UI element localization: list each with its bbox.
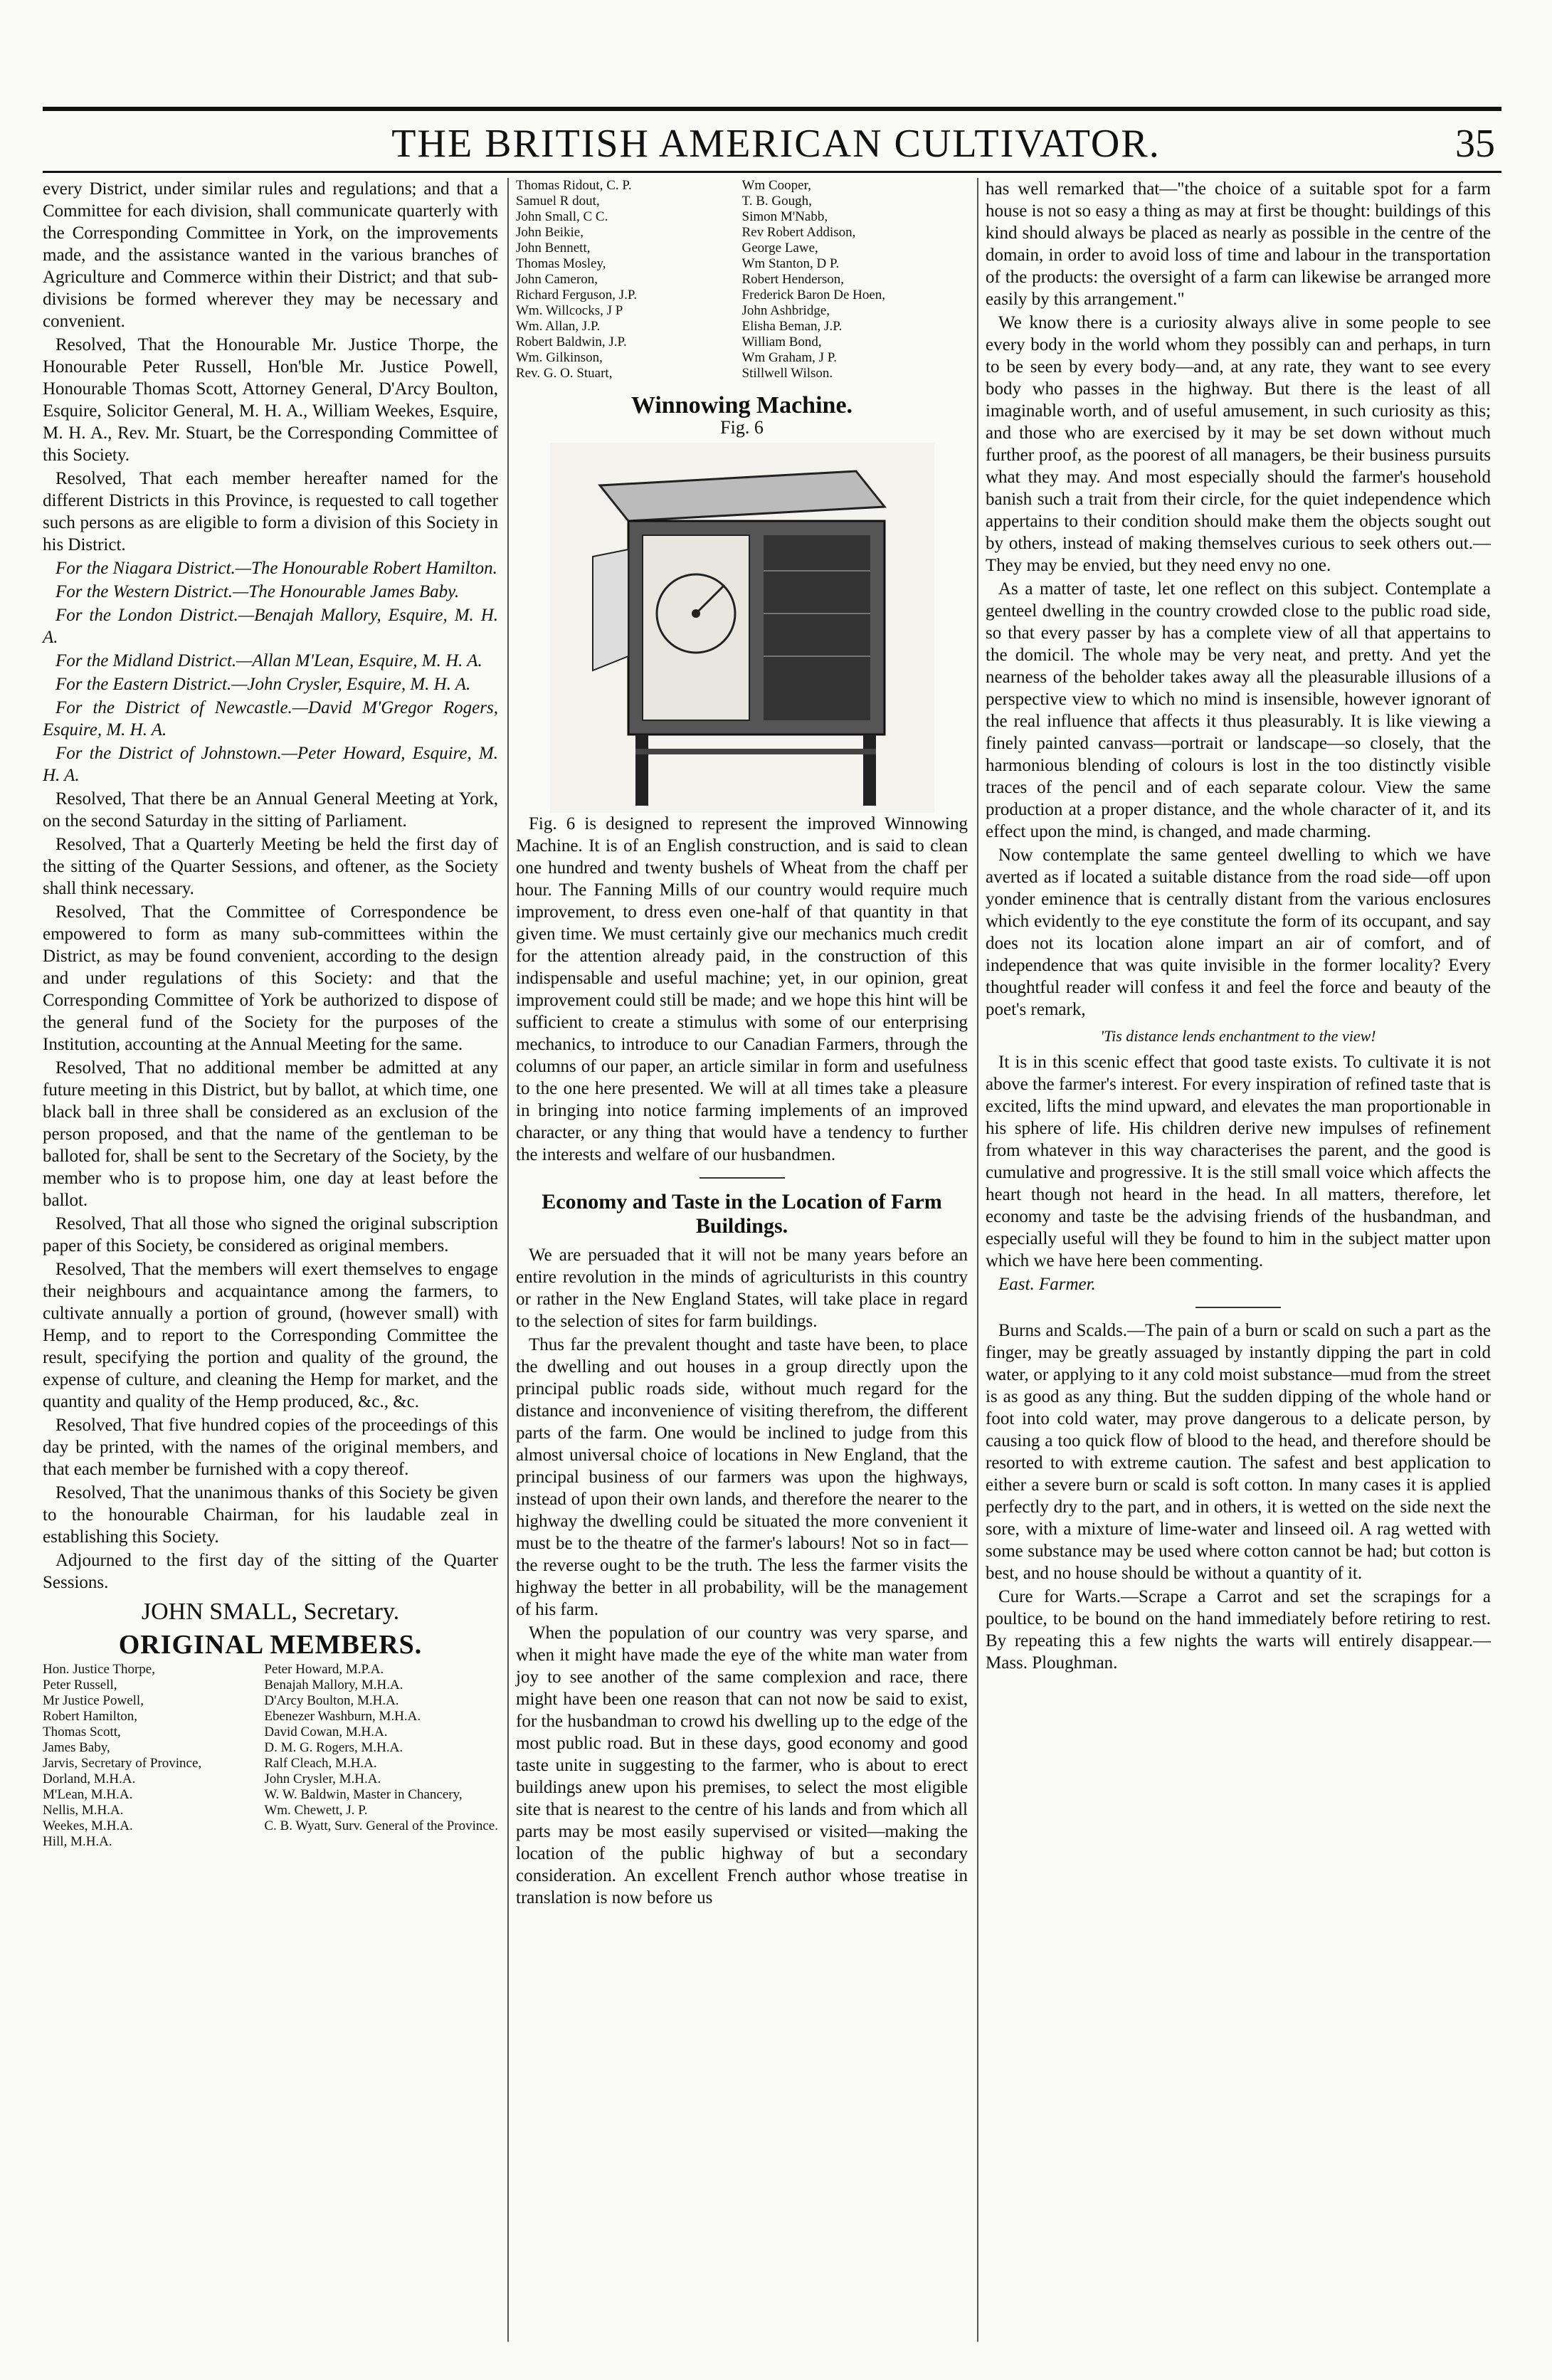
member-name: John Beikie, — [516, 225, 584, 240]
district-entry: For the Midland District.—Allan M'Lean, Esquire, M. H. A. — [56, 651, 482, 670]
paragraph: Resolved, That all those who signed the original subscription paper of this Society, be considered as original members. — [43, 1214, 498, 1255]
member-name: John Ashbridge, — [741, 303, 830, 318]
member-name: Thomas Ridout, C. P. — [516, 178, 632, 193]
paragraph: every District, under similar rules and regulations; and that a Committee for each division, shall communicate quarterly with the Corresponding Committee in York, on the improvements made, and the assistance wanted in the various branches of Agriculture and Commerce within their District; and that sub-divisions be formed wherever they may be necessary and convenient. — [43, 179, 498, 331]
member-name: Peter Howard, M.P.A. — [264, 1662, 384, 1677]
source-attribution: East. Farmer. — [998, 1275, 1096, 1294]
member-name: Robert Henderson, — [741, 272, 845, 287]
member-name: Simon M'Nabb, — [741, 209, 828, 224]
paragraph: has well remarked that—"the choice of a suitable spot for a farm house is not so easy a thing as may at first be thought: buildings of this kind should always be placed as nearly as possible in the centre of the domain, in order to avoid loss of time and labour in the transportation of the products: the oversight of a farm can likewise be arranged more easily by this arrangement." — [986, 179, 1491, 309]
member-name: John Cameron, — [516, 272, 598, 287]
member-name: Wm. Allan, J.P. — [516, 319, 601, 334]
member-name: Frederick Baron De Hoen, — [741, 288, 886, 302]
page-number: 35 — [1455, 122, 1495, 166]
member-name: Robert Baldwin, J.P. — [516, 335, 627, 349]
paragraph: We are persuaded that it will not be many years before an entire revolution in the minds of agriculturists in this country or rather in the New England States, will take place in regard to the selection of sites for farm buildings. — [516, 1246, 968, 1331]
header-top-rule — [43, 107, 1501, 111]
member-name: Rev Robert Addison, — [741, 225, 856, 240]
members-list — [43, 1662, 498, 1850]
member-name: Hill, M.H.A. — [43, 1834, 112, 1849]
member-name: Mr Justice Powell, — [43, 1693, 144, 1708]
member-name: Benajah Mallory, M.H.A. — [264, 1678, 403, 1692]
district-entry: For the District of Newcastle.—David M'Gregor Rogers, Esquire, M. H. A. — [43, 698, 498, 739]
member-name: D. M. G. Rogers, M.H.A. — [264, 1740, 403, 1755]
member-name: Samuel R dout, — [516, 194, 600, 209]
member-name: John Small, C C. — [516, 209, 608, 224]
members-right-column — [264, 1662, 498, 1850]
member-name: Nellis, M.H.A. — [43, 1803, 124, 1818]
paragraph: Cure for Warts.—Scrape a Carrot and set the scrapings for a poultice, to be bound on the hand immediately before retiring to rest. By repeating this a few nights the warts will entirely disappear.—Mass. Ploughman. — [986, 1587, 1491, 1673]
member-name: David Cowan, M.H.A. — [264, 1725, 388, 1739]
page-title: THE BRITISH AMERICAN CULTIVATOR. — [391, 122, 1161, 166]
paragraph: As a matter of taste, let one reflect on this subject. Contemplate a genteel dwelling in the country crowded close to the public road side, so that every passer by has a complete view of all that appertains to the domicil. The whole may be very neat, and pretty. And yet the nearness of the beholder takes away all the pleasurable illusions of a perspective view to which no mind is insensible, however ignorant of the real influence that affects it thus pleasurably. It is like viewing a finely painted canvass—portrait or landscape—so closely, that the harmonious blending of colours is lost in the too distinctly visible traces of the pencil and of each separate colour. View the same production at a proper distance, and the whole character of it, and its effect upon the mind, is changed, and made charming. — [986, 579, 1491, 841]
member-name: Weekes, M.H.A. — [43, 1818, 133, 1833]
paragraph: We know there is a curiosity always alive in some people to see every body in the world whom they possibly can and perhaps, in turn to be seen by every body—and, at any rate, they want to see every body who passes in the highway. But there is the least of all imaginable worth, and of useful amusement, in such curiosity as this; and those who are exercised by it may be set down without much further proof, as the poorest of all managers, be their business pursuits what they may. And most especially should the farmer's household banish such a trait from their circle, for the quiet independence which appertains to their condition should make them the objects sought out by others, instead of making themselves curious to seek others out.—They may be envied, but they need envy no one. — [986, 313, 1491, 575]
members-list-continued — [516, 178, 968, 381]
member-name: Wm. Gilkinson, — [516, 350, 603, 365]
member-name: Dorland, M.H.A. — [43, 1771, 136, 1786]
figure-title: Winnowing Machine. — [630, 392, 853, 418]
member-name: Thomas Scott, — [43, 1725, 121, 1739]
member-name: Jarvis, Secretary of Province, — [43, 1756, 202, 1771]
header-bottom-rule — [43, 171, 1501, 173]
column-3 — [986, 178, 1491, 1675]
paragraph: Resolved, That a Quarterly Meeting be held the first day of the sitting of the Quarter Sessions, and oftener, as the Society shall think necessary. — [43, 835, 498, 898]
paragraph: Resolved, That the unanimous thanks of this Society be given to the honourable Chairman, for his laudable zeal in establishing this Society. — [43, 1483, 498, 1547]
names-left-column — [516, 178, 742, 381]
paragraph: Resolved, That the members will exert themselves to engage their neighbours and acquaintance among the farmers, to cultivate annually a portion of ground, (however small) with Hemp, and to report to the Corresponding Committee the result, specifying the portion and quality of the ground, the expense of culture, and cleaning the Hemp for market, and the quantity and quality of the Hemp produced, &c., &c. — [43, 1260, 498, 1411]
member-name: Stillwell Wilson. — [741, 366, 833, 381]
member-name: Peter Russell, — [43, 1678, 117, 1692]
column-1 — [43, 178, 498, 1850]
member-name: Elisha Beman, J.P. — [741, 319, 843, 334]
member-name: John Bennett, — [516, 241, 591, 256]
paragraph: Fig. 6 is designed to represent the improved Winnowing Machine. It is of an English construction, and is said to clean one hundred and twenty bushels of Wheat from the chaff per hour. The Fanning Mills of our country would require much improvement, to dress even one-half of that quantity in that given time. We must certainly give our mechanics much credit for the attention already paid, in the construction of this indispensable and useful machine; yet, in our opinion, great improvement could still be made; and we hope this hint will be sufficient to create a stimulus with some of our enterprising mechanics, to introduce to our Canadian Farmers, through the columns of our paper, an article similar in form and usefulness to the one here presented. We will at all times take a pleasure in bringing into notice farming implements of an improved character, or any thing that would have a tendency to further the interests and welfare of our husbandmen. — [516, 814, 968, 1164]
paragraph: Burns and Scalds.—The pain of a burn or scald on such a part as the finger, may be greatly assuaged by instantly dipping the part in cold water, or applying to it any cold moist substance—mud from the street is as good as any thing. But the sudden dipping of the whole hand or foot into cold water, may prove dangerous to a delicate person, by causing a too quick flow of blood to the head, and therefore should be resorted to with extreme caution. The safest and best application to either a severe burn or scald is soft cotton. In many cases it is applied perfectly dry to the part, and in others, it is wetted on the side next the sore, with a mixture of lime-water and linseed oil. A rag wetted with some substance may be used where cotton cannot be had; but cotton is best, and no house should be without a quantity of it. — [986, 1321, 1491, 1583]
member-name: Ebenezer Washburn, M.H.A. — [264, 1709, 421, 1724]
district-entry: For the District of Johnstown.—Peter Howard, Esquire, M. H. A. — [43, 744, 498, 785]
member-name: James Baby, — [43, 1740, 110, 1755]
member-name: Wm Graham, J P. — [741, 350, 838, 365]
member-name: Thomas Mosley, — [516, 256, 606, 271]
paragraph: When the population of our country was very sparse, and when it might have made the eye of the white man water from joy to see another of the same complexion and race, there might have been one reason that can not now be said to exist, for the husbandman to crowd his dwelling up to the edge of the most public road. But in these days, good economy and good taste unite in suggesting to the farmer, who is about to erect buildings anew upon his premises, to select the most eligible site that is nearest to the centre of his lands and from which all parts may be most easily supervised or visited—making the location of the public highway of but a secondary consideration. An excellent French author whose treatise in translation is now before us — [516, 1623, 968, 1907]
member-name: T. B. Gough, — [741, 194, 812, 209]
paragraph: Resolved, That five hundred copies of the proceedings of this day be printed, with the names of the original members, and that each member be furnished with a copy thereof. — [43, 1416, 498, 1479]
paragraph: Resolved, That each member hereafter named for the different Districts in this Province, is requested to call together such persons as are eligible to form a division of this Society in his District. — [43, 469, 498, 554]
member-name: John Crysler, M.H.A. — [264, 1771, 381, 1786]
member-name: Rev. G. O. Stuart, — [516, 366, 613, 381]
member-name: Wm Cooper, — [741, 178, 811, 193]
district-entry: For the London District.—Benajah Mallory, Esquire, M. H. A. — [43, 606, 498, 647]
member-name: Wm. Willcocks, J P — [516, 303, 623, 318]
district-entry: For the Niagara District.—The Honourable Robert Hamilton. — [56, 559, 497, 578]
names-right-column — [742, 178, 968, 381]
member-name: Ralf Cleach, M.H.A. — [264, 1756, 377, 1771]
winnowing-machine-illustration — [550, 443, 934, 813]
poem-quote: 'Tis distance lends enchantment to the view! — [1100, 1027, 1376, 1045]
divider — [700, 1177, 785, 1179]
district-entry: For the Western District.—The Honourable James Baby. — [56, 582, 460, 601]
member-name: M'Lean, M.H.A. — [43, 1787, 133, 1802]
column-divider — [507, 178, 509, 2342]
paragraph: It is in this scenic effect that good taste exists. To cultivate it is not above the farmer's interest. For every inspiration of refined taste that is excited, lifts the mind upward, and elevates the man proportionable in his sphere of life. His children derive new impulses of refinement from whatever in this way characterises the parent, and the good is cumulative and progressive. It is the still small voice which affects the heart though not heard in the head. In all matters, therefore, let economy and taste be the advising friends of the husbandman, and especially useful will they be found to him in the subject matter upon which we have here been commenting. — [986, 1053, 1491, 1270]
member-name: C. B. Wyatt, Surv. General of the Province. — [264, 1818, 498, 1833]
member-name: William Bond, — [741, 335, 822, 349]
secretary-signature: JOHN SMALL, Secretary. — [141, 1599, 400, 1625]
member-name: D'Arcy Boulton, M.H.A. — [264, 1693, 399, 1708]
member-name: Richard Ferguson, J.P. — [516, 288, 638, 302]
member-name: Wm Stanton, D P. — [741, 256, 840, 271]
figure-caption: Fig. 6 — [720, 417, 764, 438]
column-divider — [977, 178, 978, 2342]
paragraph: Thus far the prevalent thought and taste have been, to place the dwelling and out houses in a group directly upon the principal public roads side, without much regard for the distance and inconvenience of visiting therefrom, the different parts of the farm. One would be inclined to judge from this almost universal choice of locations in New England, that the principal business of our farmers was upon the highways, instead of upon their own lands, and therefore the nearer to the highway the dwelling could be situated the more convenient it must be to the theatre of the farmer's labours! Not so in fact—the reverse ought to be the truth. The less the farmer visits the highway the better in all probability, will be the management of his farm. — [516, 1335, 968, 1619]
column-2 — [516, 178, 968, 1910]
member-name: Hon. Justice Thorpe, — [43, 1662, 155, 1677]
paragraph: Resolved, That no additional member be admitted at any future meeting in this District, but by ballot, at which time, one black ball in three shall be considered as an exclusion of the person proposed, and that the name of the gentleman to be balloted for, shall be sent to the Secretary of the Society, by the member who is to propose him, one day at least before the ballot. — [43, 1058, 498, 1210]
paragraph: Resolved, That the Committee of Correspondence be empowered to form as many sub-committees within the District, as may be found convenient, according to the design and under regulations of this Society: and that the Corresponding Committee of York be authorized to dispose of the general fund of the Society for the purposes of the Institution, accounting at the Annual Meeting for the same. — [43, 902, 498, 1054]
paragraph: Adjourned to the first day of the sitting of the Quarter Sessions. — [43, 1551, 498, 1592]
district-entry: For the Eastern District.—John Crysler, Esquire, M. H. A. — [56, 675, 471, 694]
paragraph: Now contemplate the same genteel dwelling to which we have averted as if located a suitable distance from the road side—off upon yonder eminence that is centrally distant from the various enclosures which evidently to the eye constitute the form of its occupant, and say does not its location alone impart an air of comfort, and of independence that was quite invisible in the former locality? Every thoughtful reader will confess it and feel the force and beauty of the poet's remark, — [986, 846, 1491, 1019]
member-name: Robert Hamilton, — [43, 1709, 137, 1724]
paragraph: Resolved, That the Honourable Mr. Justice Thorpe, the Honourable Peter Russell, Hon'ble Mr. Justice Powell, Honourable Thomas Scott, Attorney General, D'Arcy Boulton, Esquire, Solicitor General, M. H. A., William Weekes, Esquire, M. H. A., Rev. Mr. Stuart, be the Corresponding Committee of this Society. — [43, 335, 498, 465]
members-left-column — [43, 1662, 264, 1850]
member-name: Wm. Chewett, J. P. — [264, 1803, 368, 1818]
member-name: George Lawe, — [741, 241, 818, 256]
paragraph: Resolved, That there be an Annual General Meeting at York, on the second Saturday in the sitting of Parliament. — [43, 789, 498, 831]
divider — [1195, 1307, 1281, 1308]
members-heading: ORIGINAL MEMBERS. — [118, 1630, 423, 1660]
member-name: W. W. Baldwin, Master in Chancery, — [264, 1787, 463, 1802]
section-heading: Economy and Taste in the Location of Farm Buildings. — [542, 1190, 942, 1238]
